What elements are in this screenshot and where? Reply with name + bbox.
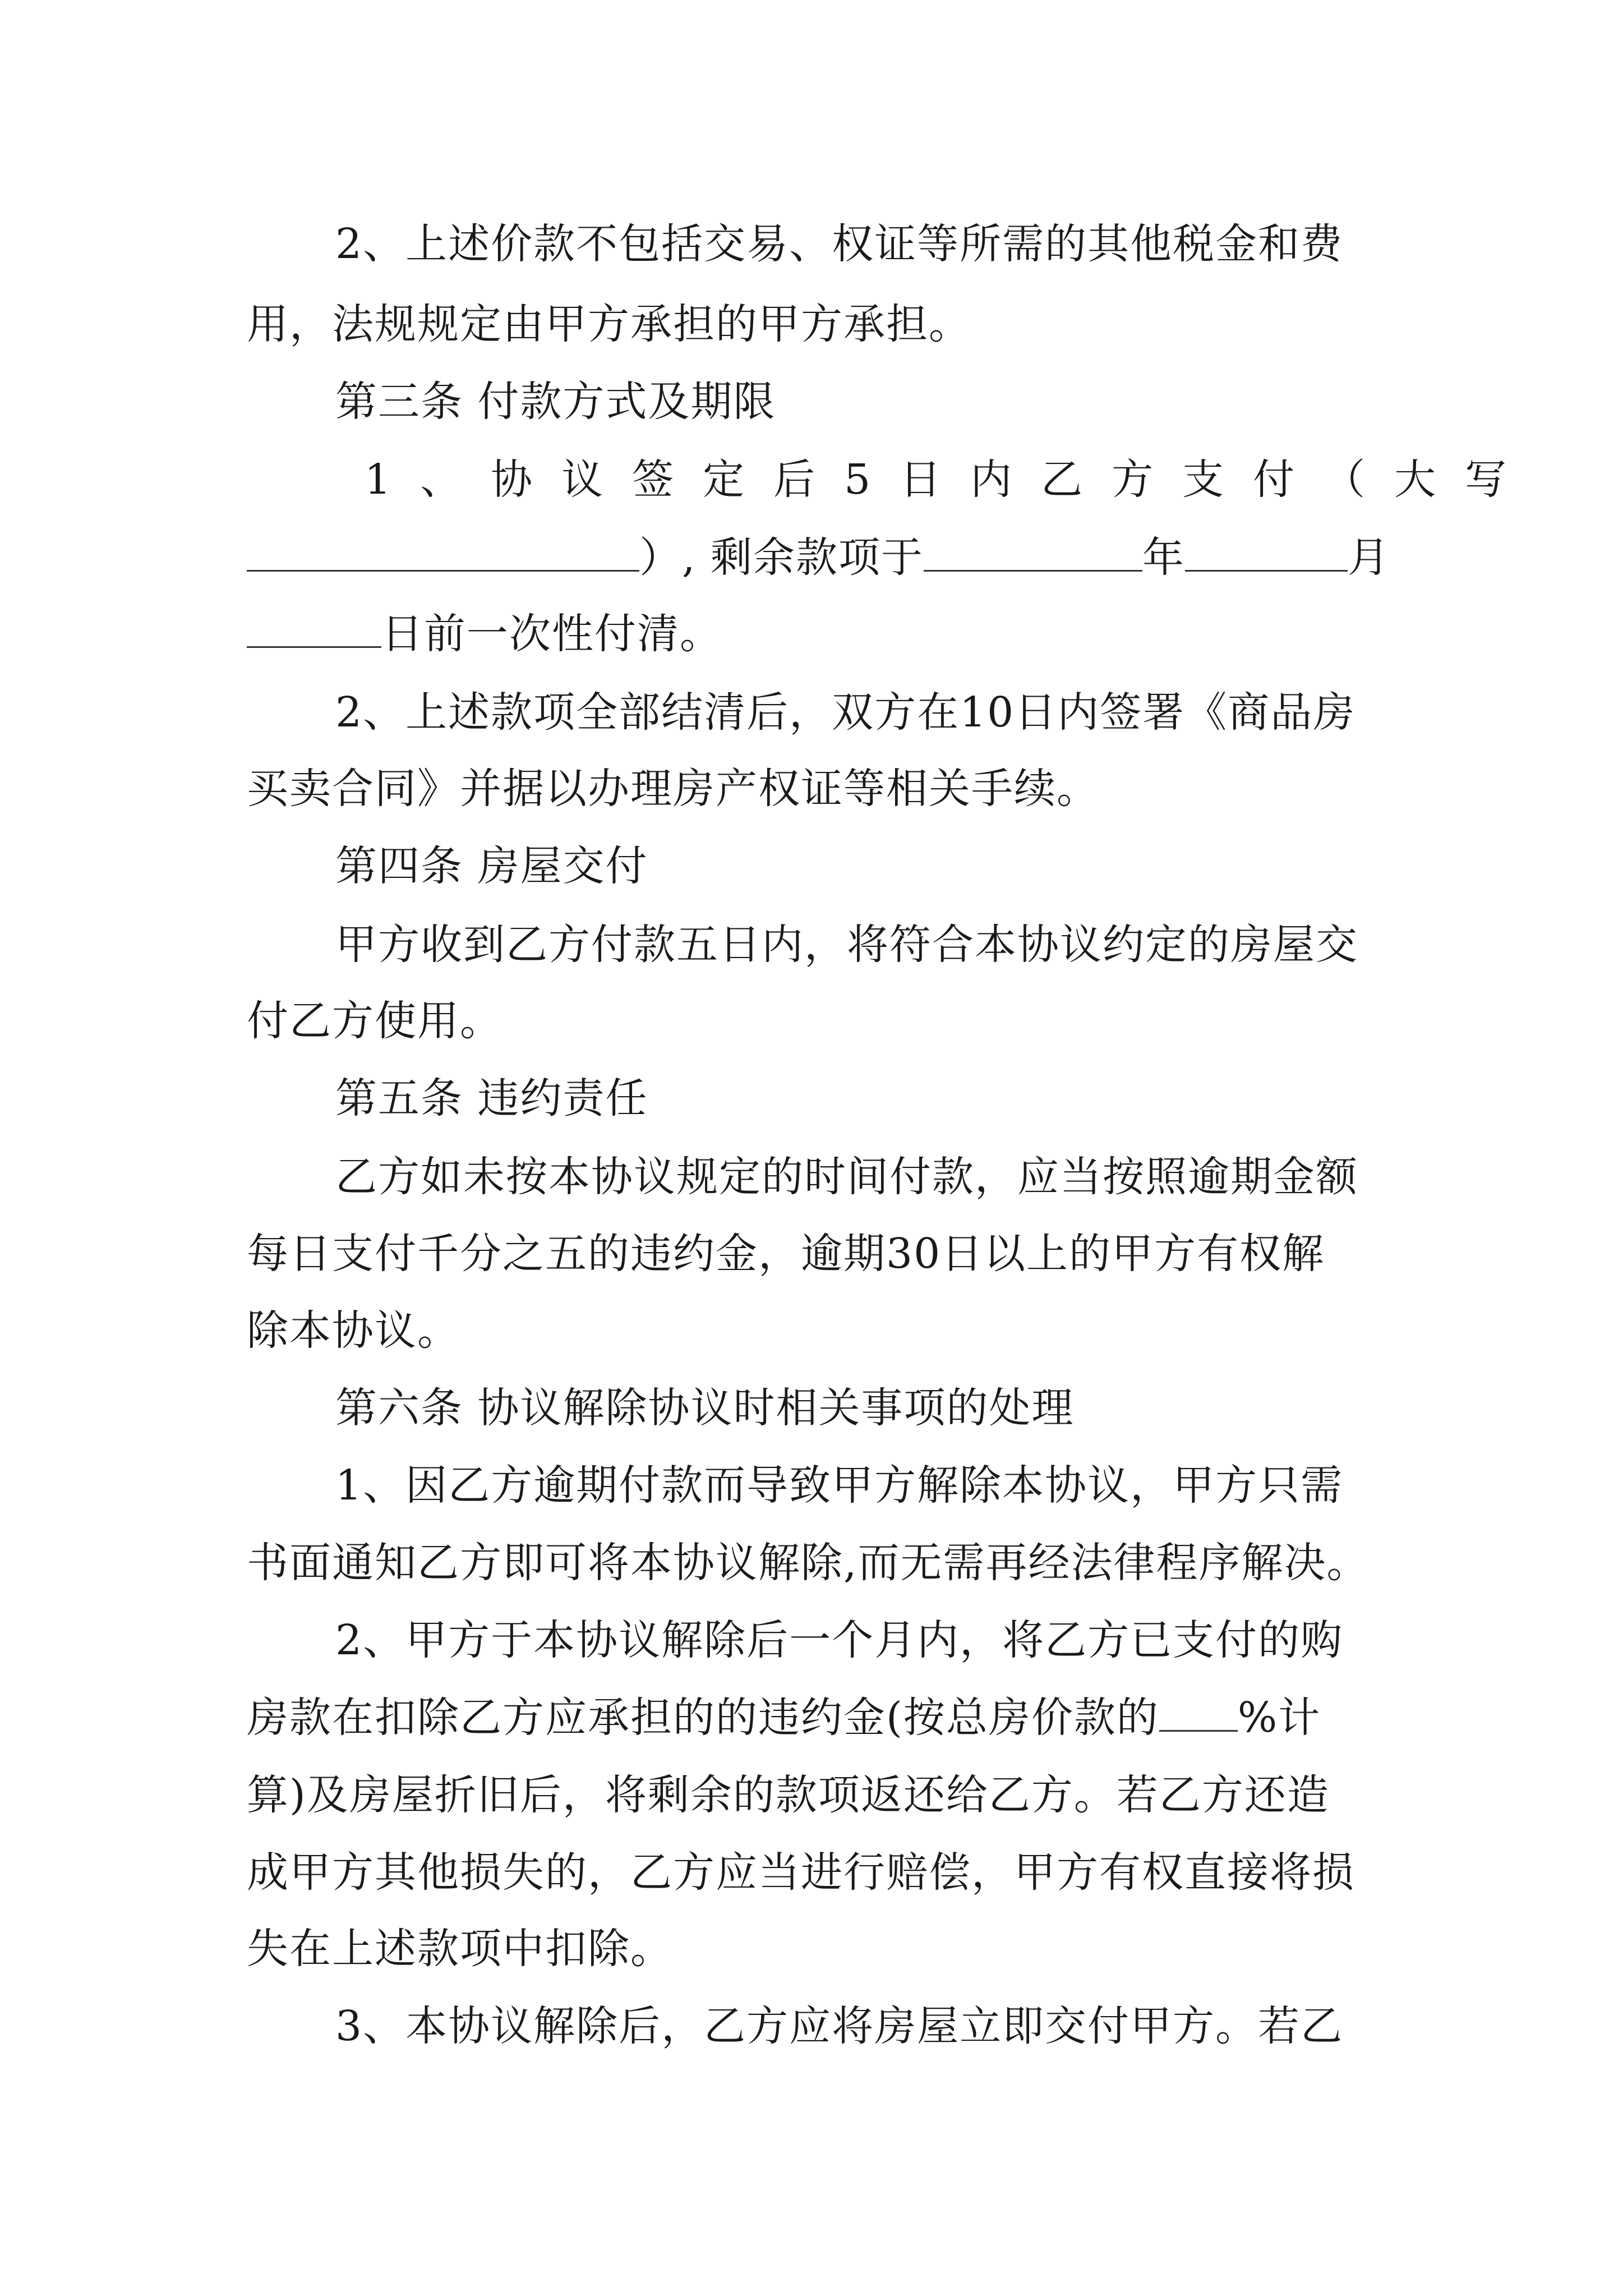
paragraph-line: 2、上述款项全部结清后，双方在10日内签署《商品房 xyxy=(335,688,1356,737)
paragraph-line: 书面通知乙方即可将本协议解除,而无需再经法律程序解决。 xyxy=(247,1539,1370,1587)
blank-underline xyxy=(247,609,381,648)
paragraph-line: 2、上述价款不包括交易、权证等所需的其他税金和费 xyxy=(335,220,1344,268)
paragraph-line: 付乙方使用。 xyxy=(247,997,502,1045)
paragraph-line: 乙方如未按本协议规定的时间付款，应当按照逾期金额 xyxy=(335,1153,1358,1201)
paragraph-line: 2、甲方于本协议解除后一个月内，将乙方已支付的购 xyxy=(335,1616,1344,1664)
paragraph-line: 1、因乙方逾期付款而导致甲方解除本协议，甲方只需 xyxy=(335,1461,1344,1510)
paragraph-line: 用，法规规定由甲方承担的甲方承担。 xyxy=(247,300,971,348)
paragraph-line: 买卖合同》并据以办理房产权证等相关手续。 xyxy=(247,765,1099,813)
paragraph-line-with-blank: 房款在扣除乙方应承担的的违约金(按总房价款的 %计 xyxy=(247,1694,1321,1742)
paragraph-line: 1、协议签定后5日内乙方支付（大写 xyxy=(365,455,1536,504)
section-heading-article-5: 第五条 违约责任 xyxy=(335,1074,648,1122)
paragraph-line-with-blanks: 日前一次性付清。 xyxy=(247,606,1380,662)
paragraph-line: 甲方收到乙方付款五日内，将符合本协议约定的房屋交 xyxy=(335,921,1358,969)
blank-underline xyxy=(1159,1693,1238,1732)
section-heading-article-6: 第六条 协议解除协议时相关事项的处理 xyxy=(335,1384,1075,1432)
paragraph-line: 除本协议。 xyxy=(247,1306,460,1355)
paragraph-line: 3、本协议解除后，乙方应将房屋立即交付甲方。若乙 xyxy=(335,2002,1344,2050)
section-heading-article-4: 第四条 房屋交付 xyxy=(335,842,648,890)
blank-underline xyxy=(1185,533,1348,572)
paragraph-line: 失在上述款项中扣除。 xyxy=(247,1925,673,1973)
section-heading-article-3: 第三条 付款方式及期限 xyxy=(335,378,776,426)
blank-underline xyxy=(247,533,639,572)
paragraph-line: 成甲方其他损失的，乙方应当进行赔偿，甲方有权直接将损 xyxy=(247,1848,1355,1897)
paragraph-line-with-blanks: ）, 剩余款项于 年 月 xyxy=(247,530,1380,586)
paragraph-line: 算)及房屋折旧后，将剩余的款项返还给乙方。若乙方还造 xyxy=(247,1771,1330,1819)
blank-underline xyxy=(924,533,1142,572)
paragraph-line: 每日支付千分之五的违约金，逾期30日以上的甲方有权解 xyxy=(247,1230,1325,1278)
